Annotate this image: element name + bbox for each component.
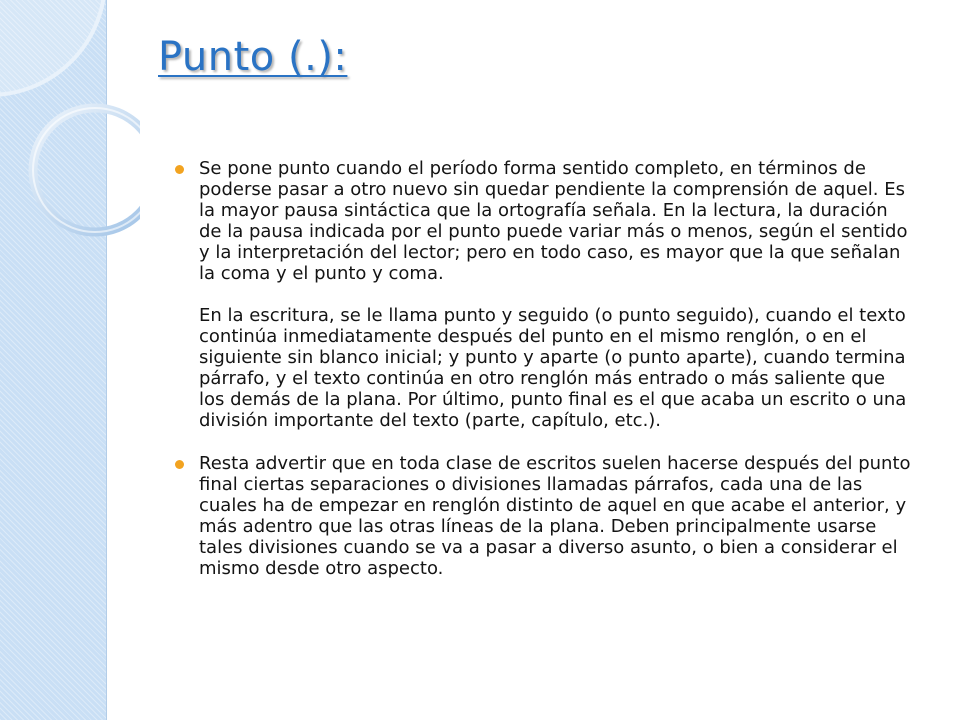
bullet-1-paragraph-1: Se pone punto cuando el período forma sentido completo, en términos de poderse pasar a otro nuevo sin quedar pendiente la comprensión de aquel. Es la mayor pausa sintáctica que la ortografía señala. En la lectura, la duración de la pausa indicada por el punto puede variar más o menos, según el sentido y la interpretación del lector; pero en todo caso, es mayor que la que señalan la coma y el punto y coma. (199, 158, 908, 284)
small-ring (33, 108, 140, 232)
bullet-2-paragraph-1: Resta advertir que en toda clase de escritos suelen hacerse después del punto final ciertas separaciones o divisiones llamadas párrafos, cada una de las cuales ha de empezar en renglón distinto de aquel en que acabe el anterior, y más adentro que las otras líneas de la plana. Deben principalmente usarse tales divisiones cuando se va a pasar a diverso asunto, o bien a considerar el mismo desde otro aspecto. (199, 453, 911, 579)
bullet-dot-icon (175, 460, 184, 469)
decorative-rings (0, 0, 140, 260)
bullet-1-paragraph-2: En la escritura, se le llama punto y seguido (o punto seguido), cuando el texto continúa inmediatamente después del punto en el mismo renglón, o en el siguiente sin blanco inicial; y punto y aparte (o punto aparte), cuando termina párrafo, y el texto continúa en otro renglón más entrado o más saliente que los demás de la plana. Por último, punto final es el que acaba un escrito o una división importante del texto (parte, capítulo, etc.). (199, 305, 907, 431)
bullet-item-2 (175, 453, 915, 579)
bullet-item-1 (175, 158, 915, 431)
bullet-dot-icon (175, 165, 184, 174)
slide-title: Punto (.): (158, 34, 348, 80)
bullet-list (175, 158, 915, 579)
large-ring (0, 0, 105, 95)
